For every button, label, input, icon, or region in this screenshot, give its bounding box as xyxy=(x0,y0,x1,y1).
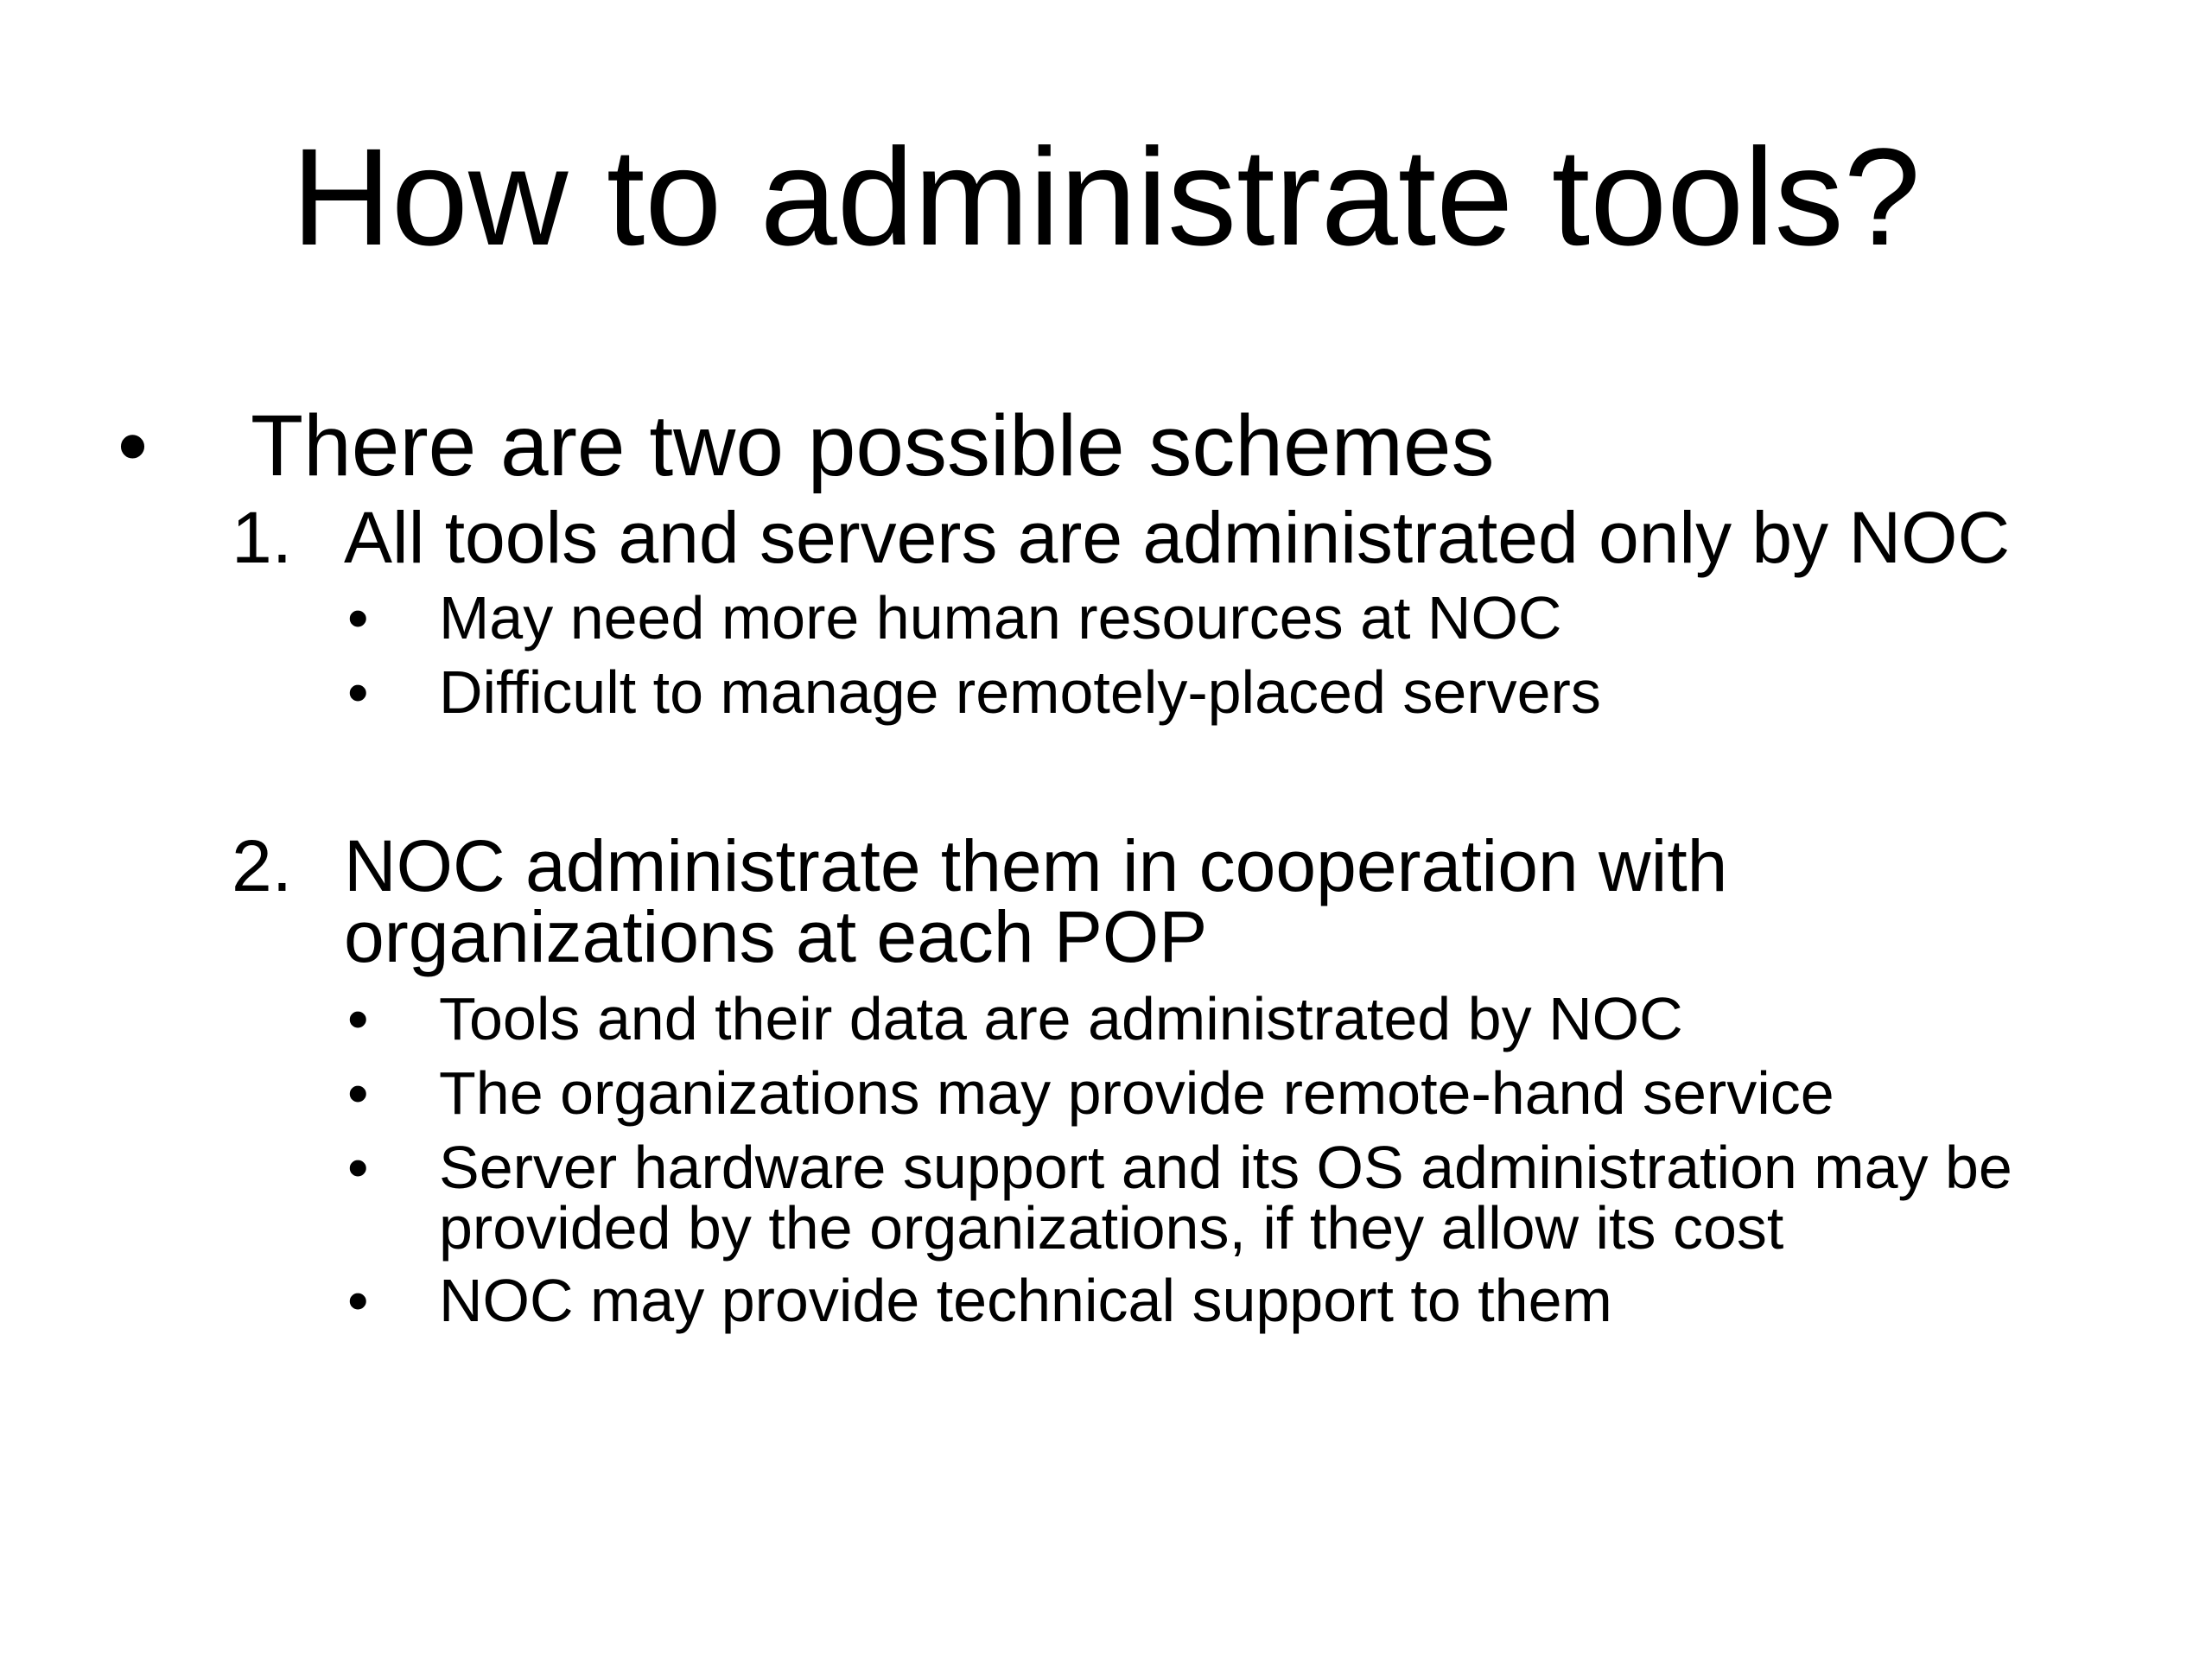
slide-title: How to administrate tools? xyxy=(291,119,1921,274)
scheme-1-point-1 xyxy=(0,584,2212,657)
point-text: NOC may provide technical support to them xyxy=(439,1267,1612,1334)
scheme-1-point-2 xyxy=(0,658,2212,731)
bullet-icon: • xyxy=(347,985,369,1052)
scheme-text-line-1: NOC administrate them in cooperation with xyxy=(344,825,1728,906)
scheme-2 xyxy=(0,825,2212,985)
scheme-number: 1. xyxy=(232,497,293,578)
scheme-2-point-1 xyxy=(0,985,2212,1058)
bullet-icon: • xyxy=(347,1059,369,1127)
bullet-icon: • xyxy=(347,1267,369,1334)
scheme-1 xyxy=(0,497,2212,584)
point-text: The organizations may provide remote-hand service xyxy=(439,1059,1834,1127)
scheme-2-point-4 xyxy=(0,1267,2212,1339)
scheme-2-point-3 xyxy=(0,1134,2212,1267)
bullet-icon: • xyxy=(347,1134,369,1201)
intro-bullet xyxy=(0,397,2212,498)
bullet-icon: • xyxy=(347,658,369,726)
scheme-2-point-2 xyxy=(0,1059,2212,1132)
point-text: Server hardware support and its OS administration may be provided by the organizations, if they allow its cost xyxy=(439,1134,2012,1262)
point-text: Tools and their data are administrated by NOC xyxy=(439,985,1683,1052)
intro-text: There are two possible schemes xyxy=(251,397,1495,494)
point-text: Difficult to manage remotely-placed servers xyxy=(439,658,1601,726)
point-text: May need more human resources at NOC xyxy=(439,584,1562,652)
scheme-text-line-2: organizations at each POP xyxy=(344,896,1208,977)
bullet-icon: • xyxy=(118,397,149,494)
scheme-text: All tools and servers are administrated only by NOC xyxy=(344,497,2011,578)
scheme-number: 2. xyxy=(232,825,293,906)
bullet-icon: • xyxy=(347,584,369,652)
